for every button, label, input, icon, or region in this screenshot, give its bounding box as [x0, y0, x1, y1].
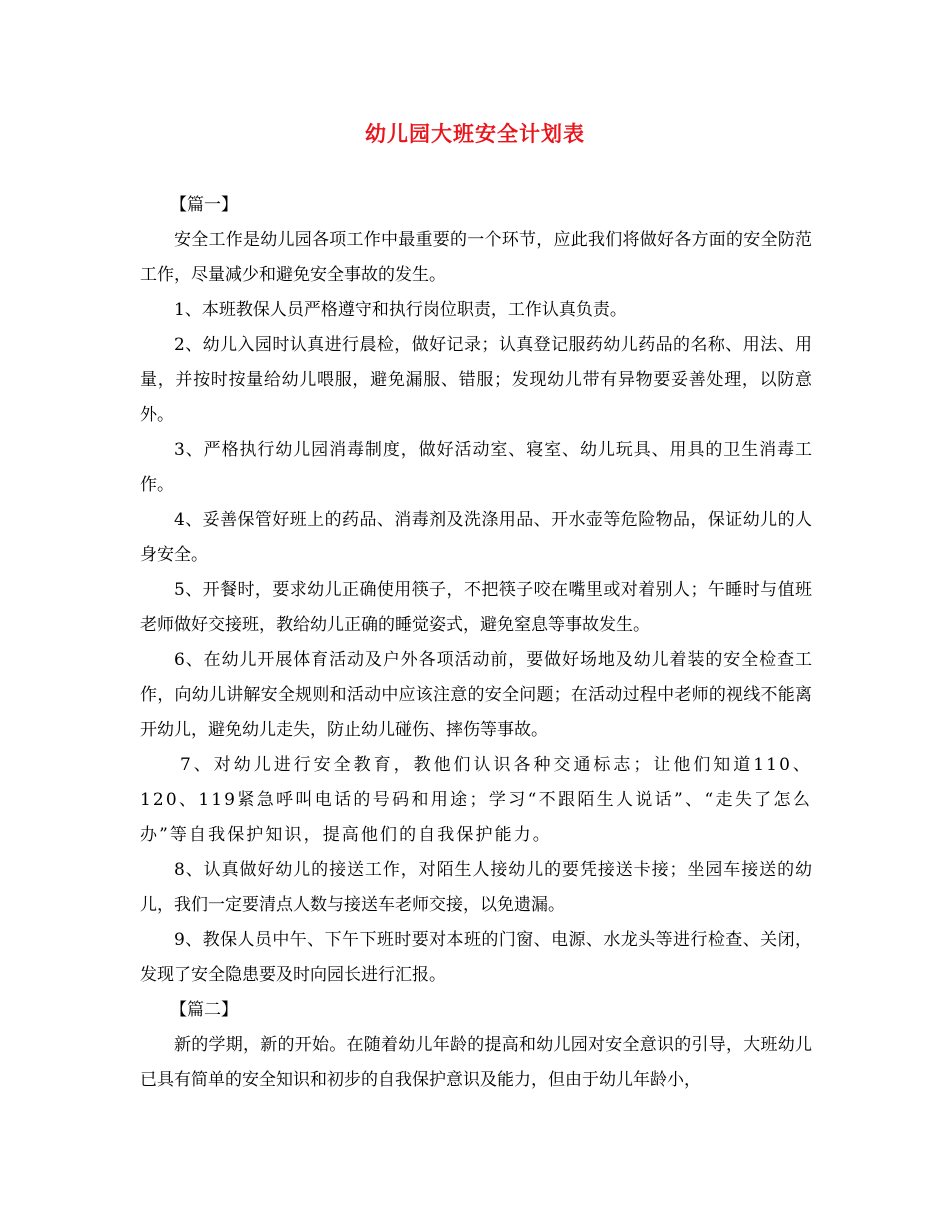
section-2-intro-paragraph: 新的学期，新的开始。在随着幼儿年龄的提高和幼儿园对安全意识的引导，大班幼儿已具有简单的安全知识和初步的自我保护意识及能力，但由于幼儿年龄小， — [140, 1035, 812, 1090]
item-3-paragraph: 3、严格执行幼儿园消毒制度，做好活动室、寝室、幼儿玩具、用具的卫生消毒工作。 — [140, 440, 812, 495]
item-6-paragraph: 6、在幼儿开展体育活动及户外各项活动前，要做好场地及幼儿着装的安全检查工作，向幼儿讲解安全规则和活动中应该注意的安全问题；在活动过程中老师的视线不能离开幼儿，避免幼儿走失，防止幼儿碰伤、摔伤等事故。 — [140, 650, 812, 740]
document-title: 幼儿园大班安全计划表 — [365, 121, 585, 146]
item-7-paragraph: 7、对幼儿进行安全教育，教他们认识各种交通标志；让他们知道110、120、119紧急呼叫电话的号码和用途；学习“不跟陌生人说话”、“走失了怎么办”等自我保护知识，提高他们的自我保护能力。 — [140, 755, 812, 845]
section-heading-2: 【篇二】 — [170, 1000, 238, 1020]
section-heading-1: 【篇一】 — [170, 195, 238, 215]
item-5-paragraph: 5、开餐时，要求幼儿正确使用筷子，不把筷子咬在嘴里或对着别人；午睡时与值班老师做好交接班，教给幼儿正确的睡觉姿式，避免窒息等事故发生。 — [140, 580, 812, 635]
item-1-paragraph: 1、本班教保人员严格遵守和执行岗位职责，工作认真负责。 — [174, 300, 627, 320]
item-9-paragraph: 9、教保人员中午、下午下班时要对本班的门窗、电源、水龙头等进行检查、关闭，发现了安全隐患要及时向园长进行汇报。 — [140, 930, 812, 985]
intro-paragraph: 安全工作是幼儿园各项工作中最重要的一个环节，应此我们将做好各方面的安全防范工作，尽量减少和避免安全事故的发生。 — [140, 230, 812, 285]
document-body — [140, 188, 812, 1098]
item-2-paragraph: 2、幼儿入园时认真进行晨检，做好记录；认真登记服药幼儿药品的名称、用法、用量，并按时按量给幼儿喂服，避免漏服、错服；发现幼儿带有异物要妥善处理，以防意外。 — [140, 335, 812, 425]
item-4-paragraph: 4、妥善保管好班上的药品、消毒剂及洗涤用品、开水壶等危险物品，保证幼儿的人身安全。 — [140, 510, 812, 565]
item-8-paragraph: 8、认真做好幼儿的接送工作，对陌生人接幼儿的要凭接送卡接；坐园车接送的幼儿，我们一定要清点人数与接送车老师交接，以免遗漏。 — [140, 860, 812, 915]
